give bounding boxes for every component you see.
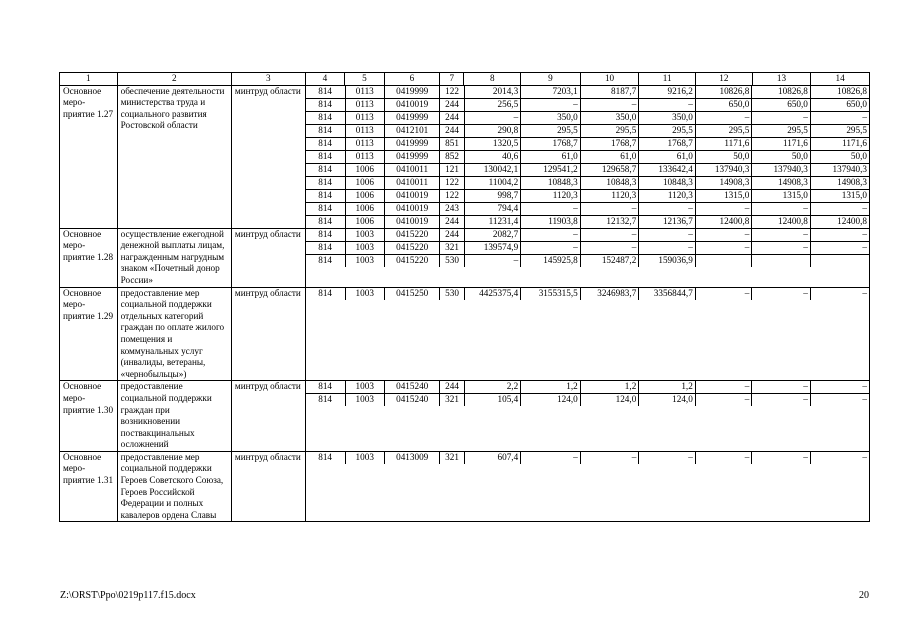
- event-description-cell: обеспечение деятельности министерства труда и социального развития Ростовской области: [117, 85, 231, 228]
- table-cell: 607,4: [464, 452, 521, 464]
- table-cell: 1171,6: [810, 137, 869, 150]
- table-cell: 1315,0: [752, 189, 811, 202]
- table-cell: 61,0: [521, 150, 581, 163]
- table-cell: [752, 254, 811, 267]
- budget-values-table: [306, 229, 869, 267]
- document-path: Z:\ORST\Ppo\0219p117.f15.docx: [60, 590, 196, 601]
- table-cell: 814: [306, 394, 345, 407]
- table-cell: 4425375,4: [464, 288, 521, 300]
- table-cell: –: [810, 111, 869, 124]
- table-cell: –: [752, 288, 811, 300]
- table-cell: 122: [440, 176, 464, 189]
- table-cell: 12136,7: [639, 215, 696, 228]
- table-cell: 1003: [345, 229, 384, 242]
- table-cell: 321: [440, 241, 464, 254]
- table-row: [306, 124, 869, 137]
- table-cell: –: [695, 202, 752, 215]
- event-number-cell: Основное меро-приятие 1.28: [60, 228, 118, 287]
- event-number-cell: Основное меро-приятие 1.27: [60, 85, 118, 228]
- table-cell: 0415220: [384, 241, 440, 254]
- table-cell: 0113: [345, 124, 384, 137]
- table-cell: 10826,8: [752, 86, 811, 99]
- budget-values-cell: [305, 451, 869, 522]
- table-cell: 1006: [345, 189, 384, 202]
- table-cell: –: [752, 381, 811, 394]
- budget-values-cell: [305, 85, 869, 228]
- table-cell: 295,5: [695, 124, 752, 137]
- table-row: [306, 394, 869, 407]
- table-row: [306, 86, 869, 99]
- table-cell: 12400,8: [752, 215, 811, 228]
- table-cell: 243: [440, 202, 464, 215]
- table-cell: 256,5: [464, 98, 521, 111]
- table-cell: 1315,0: [810, 189, 869, 202]
- table-cell: –: [810, 241, 869, 254]
- table-cell: 295,5: [639, 124, 696, 137]
- table-cell: 122: [440, 189, 464, 202]
- event-description-cell: предоставление мер социальной поддержки Героев Советского Союза, Героев Российской Федерации и полных кавалеров ордена Славы: [117, 451, 231, 522]
- table-cell: 0113: [345, 111, 384, 124]
- header-row: [60, 73, 870, 86]
- budget-values-cell: [305, 381, 869, 452]
- table-cell: 244: [440, 124, 464, 137]
- table-cell: 814: [306, 202, 345, 215]
- table-cell: 137940,3: [752, 163, 811, 176]
- table-cell: –: [810, 229, 869, 242]
- table-cell: –: [810, 202, 869, 215]
- table-row: [306, 137, 869, 150]
- budget-values-table: [306, 86, 869, 228]
- table-cell: 1003: [345, 254, 384, 267]
- table-cell: 852: [440, 150, 464, 163]
- table-cell: 814: [306, 215, 345, 228]
- executor-cell: минтруд области: [231, 287, 305, 381]
- table-cell: 814: [306, 189, 345, 202]
- table-cell: 1171,6: [752, 137, 811, 150]
- table-cell: 814: [306, 254, 345, 267]
- budget-values-table: [306, 381, 869, 406]
- table-cell: 1006: [345, 176, 384, 189]
- table-cell: 814: [306, 452, 345, 464]
- event-number-cell: Основное меро-приятие 1.29: [60, 287, 118, 381]
- table-cell: 10826,8: [695, 86, 752, 99]
- table-cell: 3356844,7: [639, 288, 696, 300]
- table-cell: 11903,8: [521, 215, 581, 228]
- table-cell: 244: [440, 98, 464, 111]
- header-cell: 9: [521, 73, 581, 86]
- table-cell: 244: [440, 111, 464, 124]
- table-cell: 139574,9: [464, 241, 521, 254]
- event-number-cell: Основное меро-приятие 1.31: [60, 451, 118, 522]
- table-cell: 10848,3: [580, 176, 639, 189]
- table-cell: 9216,2: [639, 86, 696, 99]
- table-cell: 1006: [345, 163, 384, 176]
- header-cell: 11: [639, 73, 696, 86]
- event-group-row: [60, 228, 870, 287]
- table-cell: –: [752, 229, 811, 242]
- table-cell: 350,0: [639, 111, 696, 124]
- table-cell: 0419999: [384, 137, 440, 150]
- table-cell: –: [862, 451, 867, 462]
- table-cell: 2014,3: [464, 86, 521, 99]
- table-cell: –: [752, 452, 811, 464]
- table-cell: 530: [440, 254, 464, 267]
- table-cell: 290,8: [464, 124, 521, 137]
- header-cell: 12: [696, 73, 753, 86]
- header-cell: 10: [580, 73, 639, 86]
- table-cell: –: [695, 452, 752, 464]
- header-cell: 14: [811, 73, 870, 86]
- table-row: [306, 381, 869, 394]
- table-row: [306, 111, 869, 124]
- table-cell: 295,5: [580, 124, 639, 137]
- table-cell: 3155315,5: [521, 288, 581, 300]
- table-cell: –: [752, 111, 811, 124]
- table-cell: 1768,7: [580, 137, 639, 150]
- table-cell: 0410019: [384, 202, 440, 215]
- table-cell: 0415220: [384, 254, 440, 267]
- table-cell: –: [464, 111, 521, 124]
- table-cell: 814: [306, 137, 345, 150]
- budget-values-cell: [305, 228, 869, 287]
- table-cell: –: [695, 394, 752, 407]
- table-cell: –: [521, 98, 581, 111]
- table-cell: 1003: [345, 241, 384, 254]
- table-cell: 814: [306, 241, 345, 254]
- table-cell: 12400,8: [837, 215, 867, 226]
- table-cell: 321: [440, 452, 464, 464]
- event-description-cell: предоставление социальной поддержки граждан при возникновении поствакцинальных осложнений: [117, 381, 231, 452]
- table-cell: –: [639, 229, 696, 242]
- table-cell: 40,6: [464, 150, 521, 163]
- table-cell: 8187,7: [580, 86, 639, 99]
- table-cell: 244: [440, 229, 464, 242]
- table-cell: –: [639, 202, 696, 215]
- event-description-cell: осуществление ежегодной денежной выплаты лицам, награжденным нагрудным знаком «Почетный донор России»: [117, 228, 231, 287]
- table-cell: 124,0: [521, 394, 581, 407]
- table-cell: 0113: [345, 98, 384, 111]
- table-cell: 0410019: [384, 189, 440, 202]
- table-cell: 1003: [345, 381, 384, 394]
- table-cell: 0415220: [384, 229, 440, 242]
- table-cell: 11004,2: [464, 176, 521, 189]
- table-cell: –: [695, 241, 752, 254]
- table-cell: 14908,3: [810, 176, 869, 189]
- header-cell: 5: [345, 73, 384, 86]
- event-group-row: [60, 451, 870, 522]
- table-cell: 12132,7: [580, 215, 639, 228]
- table-cell: 295,5: [752, 124, 811, 137]
- table-cell: 998,7: [464, 189, 521, 202]
- table-cell: 814: [306, 150, 345, 163]
- table-cell: –: [521, 452, 581, 464]
- event-group-row: [60, 85, 870, 228]
- table-cell: 129541,2: [521, 163, 581, 176]
- header-cell: 6: [384, 73, 440, 86]
- table-cell: 0113: [345, 137, 384, 150]
- table-cell: 0419999: [384, 86, 440, 99]
- table-cell: –: [695, 229, 752, 242]
- table-cell: –: [752, 394, 811, 407]
- table-cell: 1003: [345, 288, 384, 300]
- table-cell: 7203,1: [521, 86, 581, 99]
- table-cell: 137940,3: [810, 163, 869, 176]
- table-cell: 1315,0: [695, 189, 752, 202]
- table-cell: 814: [306, 124, 345, 137]
- table-cell: –: [639, 98, 696, 111]
- table-cell: 2082,7: [464, 229, 521, 242]
- table-row: [306, 288, 869, 300]
- table-cell: –: [580, 202, 639, 215]
- table-cell: 14908,3: [752, 176, 811, 189]
- table-cell: 814: [306, 111, 345, 124]
- table-cell: 1003: [345, 452, 384, 464]
- table-cell: 244: [440, 381, 464, 394]
- table-cell: 12400,8: [695, 215, 752, 228]
- table-cell: 130042,1: [464, 163, 521, 176]
- event-group-row: [60, 287, 870, 381]
- table-row: [306, 254, 869, 267]
- table-cell: 1,2: [580, 381, 639, 394]
- table-cell: 350,0: [521, 111, 581, 124]
- table-cell: 0419999: [384, 150, 440, 163]
- table-row: [306, 229, 869, 242]
- table-cell: 0415240: [384, 394, 440, 407]
- table-cell: 61,0: [639, 150, 696, 163]
- table-cell: 814: [306, 98, 345, 111]
- table-cell: –: [464, 254, 521, 267]
- table-cell: 650,0: [810, 98, 869, 111]
- table-cell: 133642,4: [639, 163, 696, 176]
- table-cell: –: [695, 288, 752, 300]
- table-row: [306, 241, 869, 254]
- budget-values-table: [306, 452, 869, 464]
- table-cell: 244: [440, 215, 464, 228]
- table-row: [306, 150, 869, 163]
- table-cell: 1006: [345, 202, 384, 215]
- header-cell: 8: [464, 73, 521, 86]
- table-cell: 0410011: [384, 176, 440, 189]
- table-cell: 0412101: [384, 124, 440, 137]
- table-cell: 121: [440, 163, 464, 176]
- table-cell: –: [580, 452, 639, 464]
- table-cell: 350,0: [580, 111, 639, 124]
- table-row: [306, 98, 869, 111]
- table-cell: 814: [306, 176, 345, 189]
- table-cell: –: [580, 98, 639, 111]
- table-cell: 1120,3: [521, 189, 581, 202]
- table-cell: 1120,3: [580, 189, 639, 202]
- table-cell: 321: [440, 394, 464, 407]
- table-cell: [810, 254, 869, 267]
- table-cell: 14908,3: [695, 176, 752, 189]
- table-cell: 650,0: [752, 98, 811, 111]
- table-cell: 11231,4: [464, 215, 521, 228]
- table-cell: 2,2: [464, 381, 521, 394]
- table-cell: 0410019: [384, 215, 440, 228]
- table-cell: 1768,7: [639, 137, 696, 150]
- table-cell: 1120,3: [639, 189, 696, 202]
- table-cell: –: [580, 241, 639, 254]
- table-cell: 814: [306, 288, 345, 300]
- table-cell: –: [521, 241, 581, 254]
- table-cell: 1006: [345, 215, 384, 228]
- header-cell: 1: [60, 73, 118, 86]
- table-cell: –: [752, 241, 811, 254]
- table-cell: 295,5: [521, 124, 581, 137]
- table-cell: –: [810, 381, 869, 394]
- table-cell: 137940,3: [695, 163, 752, 176]
- table-cell: 3246983,7: [580, 288, 639, 300]
- table-cell: 814: [306, 163, 345, 176]
- event-number-cell: Основное меро-приятие 1.30: [60, 381, 118, 452]
- table-cell: 10848,3: [521, 176, 581, 189]
- table-cell: –: [521, 229, 581, 242]
- table-row: [306, 163, 869, 176]
- table-cell: 794,4: [464, 202, 521, 215]
- table-cell: 10848,3: [639, 176, 696, 189]
- table-cell: –: [752, 202, 811, 215]
- table-cell: 1171,6: [695, 137, 752, 150]
- table-row: [306, 215, 869, 228]
- table-cell: 50,0: [810, 150, 869, 163]
- table-cell: 0113: [345, 86, 384, 99]
- table-cell: 0410019: [384, 98, 440, 111]
- budget-table: [59, 72, 870, 522]
- header-cell: 2: [117, 73, 231, 86]
- budget-values-table: [306, 288, 869, 300]
- table-cell: 1,2: [521, 381, 581, 394]
- table-cell: 1320,5: [464, 137, 521, 150]
- table-cell: 122: [440, 86, 464, 99]
- header-cell: 13: [752, 73, 811, 86]
- table-row: [306, 202, 869, 215]
- header-cell: 4: [305, 73, 344, 86]
- table-cell: 159036,9: [639, 254, 696, 267]
- table-cell: 10826,8: [810, 86, 869, 99]
- event-group-row: [60, 381, 870, 452]
- table-cell: 0413009: [384, 452, 440, 464]
- table-cell: 50,0: [695, 150, 752, 163]
- table-cell: 50,0: [752, 150, 811, 163]
- table-cell: 851: [440, 137, 464, 150]
- header-cell: 7: [440, 73, 464, 86]
- table-row: [306, 452, 869, 464]
- table-cell: 145925,8: [521, 254, 581, 267]
- table-cell: 124,0: [639, 394, 696, 407]
- table-cell: –: [580, 229, 639, 242]
- table-cell: –: [639, 452, 696, 464]
- table-cell: 0415240: [384, 381, 440, 394]
- executor-cell: минтруд области: [231, 451, 305, 522]
- header-cell: 3: [231, 73, 305, 86]
- table-cell: 0415250: [384, 288, 440, 300]
- table-cell: 1,2: [639, 381, 696, 394]
- table-cell: –: [862, 394, 867, 405]
- budget-values-cell: [305, 287, 869, 381]
- event-description-cell: предоставление мер социальной поддержки отдельных категорий граждан по оплате жилого помещения и коммунальных услуг (инвалиды, ветераны, «чернобыльцы»): [117, 287, 231, 381]
- table-cell: 0113: [345, 150, 384, 163]
- table-cell: 814: [306, 86, 345, 99]
- table-cell: 0419999: [384, 111, 440, 124]
- table-cell: 814: [306, 381, 345, 394]
- table-cell: 1003: [345, 394, 384, 407]
- executor-cell: минтруд области: [231, 85, 305, 228]
- table-cell: –: [862, 287, 867, 298]
- table-cell: 650,0: [695, 98, 752, 111]
- executor-cell: минтруд области: [231, 228, 305, 287]
- table-cell: –: [521, 202, 581, 215]
- table-cell: 814: [306, 229, 345, 242]
- table-cell: –: [695, 111, 752, 124]
- table-cell: 1768,7: [521, 137, 581, 150]
- table-row: [306, 176, 869, 189]
- executor-cell: минтруд области: [231, 381, 305, 452]
- table-cell: 295,5: [810, 124, 869, 137]
- table-cell: 124,0: [580, 394, 639, 407]
- table-cell: 129658,7: [580, 163, 639, 176]
- table-cell: –: [695, 381, 752, 394]
- table-cell: 530: [440, 288, 464, 300]
- table-cell: 105,4: [464, 394, 521, 407]
- table-cell: –: [639, 241, 696, 254]
- page-number: 20: [859, 590, 869, 601]
- table-cell: 0410011: [384, 163, 440, 176]
- table-cell: 152487,2: [580, 254, 639, 267]
- table-cell: 61,0: [580, 150, 639, 163]
- table-cell: [695, 254, 752, 267]
- table-row: [306, 189, 869, 202]
